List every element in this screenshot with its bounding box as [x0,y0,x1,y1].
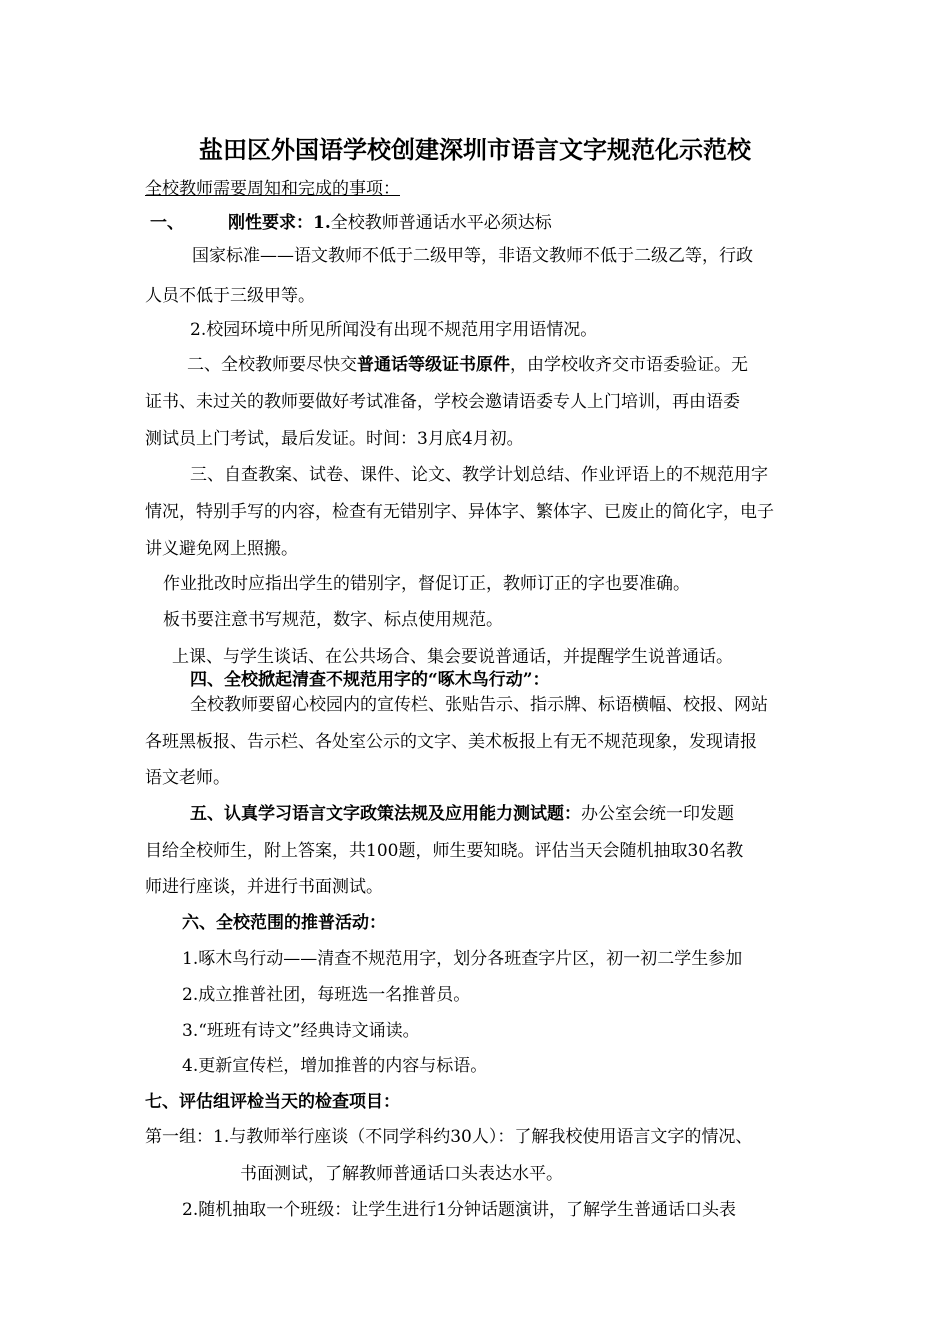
section-7-line-3: 2.随机抽取一个班级：让学生进行1分钟话题演讲，了解学生普通话口头表 [182,1200,737,1220]
section-5-text: 办公室会统一印发题 [581,804,734,824]
section-4-line-3: 语文老师。 [145,768,230,788]
section-2-text-a: 二、全校教师要尽快交 [187,355,357,375]
section-2-text-c: ，由学校收齐交市语委验证。无 [510,355,748,375]
section-4-line-2: 各班黑板报、告示栏、各处室公示的文字、美术板报上有无不规范现象，发现请报 [145,732,757,752]
section-2-line-3: 测试员上门考试，最后发证。时间：3月底4月初。 [145,429,524,449]
section-6-line-2: 2.成立推普社团，每班选一名推普员。 [182,985,471,1005]
section-2-line-1 [187,354,748,376]
section-5-line-3: 师进行座谈，并进行书面测试。 [145,877,383,897]
section-6-line-3: 3.“班班有诗文”经典诗文诵读。 [182,1021,420,1041]
section-5-line-2: 目给全校师生，附上答案，共100题，师生要知晓。评估当天会随机抽取30名教 [145,841,744,861]
section-6-line-1: 1.啄木鸟行动——清查不规范用字，划分各班查字片区，初一初二学生参加 [182,949,743,969]
section-1-heading: 刚性要求：1. [228,213,331,233]
section-5-heading: 五、认真学习语言文字政策法规及应用能力测试题： [190,804,581,824]
section-1-line-2: 国家标准——语文教师不低于二级甲等，非语文教师不低于二级乙等，行政 [192,246,753,266]
section-1-line-3: 人员不低于三级甲等。 [145,286,315,306]
section-1-line-1 [228,212,552,234]
section-7-heading: 七、评估组评检当天的检查项目： [145,1092,400,1112]
section-3-line-3: 讲义避免网上照搬。 [145,539,298,559]
section-5-line-1 [190,803,734,825]
section-1-number: 一、 [150,213,184,233]
section-4-line-1: 全校教师要留心校园内的宣传栏、张贴告示、指示牌、标语横幅、校报、网站 [190,695,768,715]
intro-line: 全校教师需要周知和完成的事项： [145,179,400,199]
section-2-line-2: 证书、未过关的教师要做好考试准备，学校会邀请语委专人上门培训，再由语委 [145,392,740,412]
section-3-line-6: 上课、与学生谈话、在公共场合、集会要说普通话，并提醒学生说普通话。 [172,647,733,667]
section-7-line-1: 第一组：1.与教师举行座谈（不同学科约30人）：了解我校使用语言文字的情况、 [145,1127,753,1147]
section-3-line-2: 情况，特别手写的内容，检查有无错别字、异体字、繁体字、已废止的简化字，电子 [145,502,774,522]
section-6-line-4: 4.更新宣传栏，增加推普的内容与标语。 [182,1056,488,1076]
section-3-line-1: 三、自查教案、试卷、课件、论文、教学计划总结、作业评语上的不规范用字 [190,465,768,485]
section-2-bold: 普通话等级证书原件 [357,355,510,375]
section-3-line-4: 作业批改时应指出学生的错别字，督促订正，教师订正的字也要准确。 [163,574,690,594]
document-title: 盐田区外国语学校创建深圳市语言文字规范化示范校 [199,135,751,164]
section-6-heading: 六、全校范围的推普活动： [182,913,386,933]
section-7-line-2: 书面测试，了解教师普通话口头表达水平。 [240,1164,563,1184]
section-1-text: 全校教师普通话水平必须达标 [330,213,552,233]
section-3-line-5: 板书要注意书写规范，数字、标点使用规范。 [163,610,503,630]
section-1-line-4: 2.校园环境中所见所闻没有出现不规范用字用语情况。 [190,320,598,340]
section-4-heading: 四、全校掀起清查不规范用字的“啄木鸟行动”： [190,670,550,690]
